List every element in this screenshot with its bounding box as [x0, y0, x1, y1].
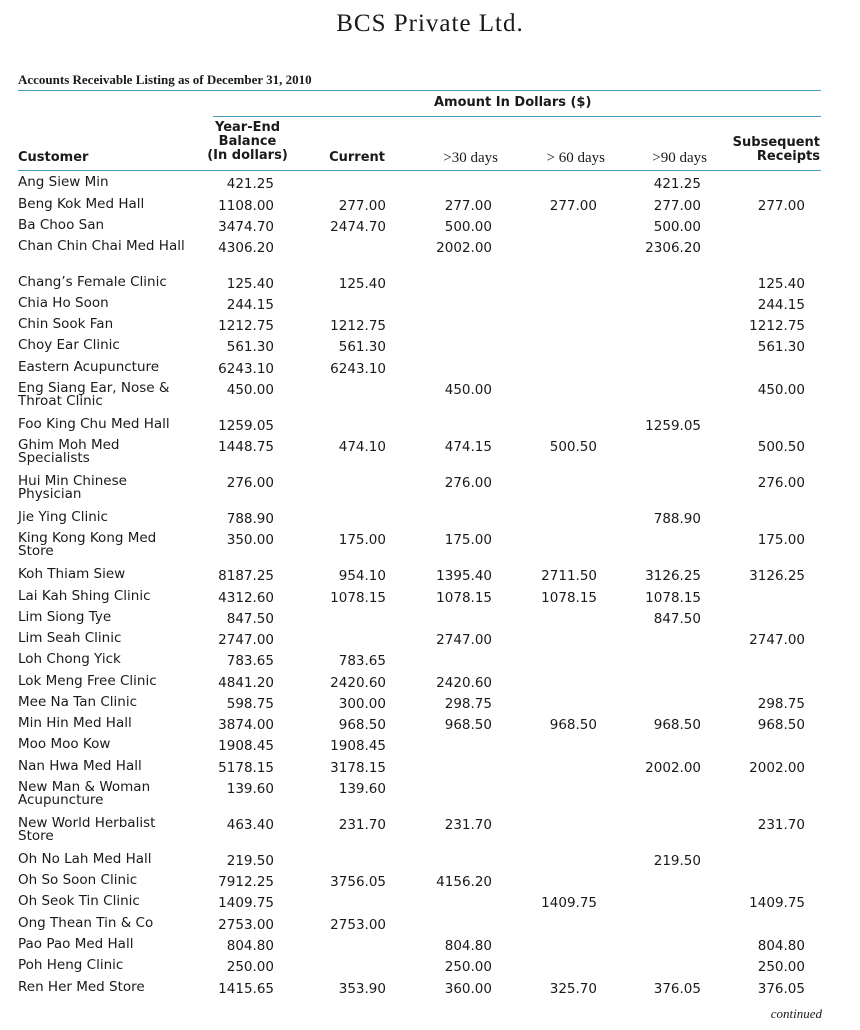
- table-row: [0, 850, 860, 871]
- amount-balance: 276.00: [226, 475, 274, 491]
- amount-d90: 968.50: [653, 717, 701, 733]
- amount-balance: 5178.15: [218, 760, 274, 776]
- table-row: [0, 650, 860, 672]
- amount-receipts: 376.05: [757, 981, 805, 997]
- amount-d30: 2747.00: [436, 632, 492, 648]
- amount-balance: 561.30: [226, 339, 274, 355]
- amount-header: Amount In Dollars ($): [434, 95, 592, 110]
- table-row: [0, 415, 860, 436]
- amount-balance: 4312.60: [218, 590, 274, 606]
- table-row: [0, 315, 860, 336]
- report-subtitle: Accounts Receivable Listing as of December 31, 2010: [18, 72, 312, 87]
- amount-receipts: 450.00: [757, 382, 805, 398]
- customer-name: Beng Kok Med Hall: [18, 196, 145, 212]
- amount-receipts: 968.50: [757, 717, 805, 733]
- amount-balance: 450.00: [226, 382, 274, 398]
- amount-balance: 219.50: [226, 853, 274, 869]
- amount-d90: 421.25: [653, 176, 701, 192]
- balance-header-line: (In dollars): [207, 148, 288, 163]
- amount-receipts: 276.00: [757, 475, 805, 491]
- amount-balance: 1108.00: [218, 198, 274, 214]
- table-row: [0, 508, 860, 529]
- amount-d60: 325.70: [549, 981, 597, 997]
- customer-name: Lok Meng Free Clinic: [18, 673, 157, 689]
- amount-balance: 350.00: [226, 532, 274, 548]
- amount-d60: 500.50: [549, 439, 597, 455]
- table-row: [0, 216, 860, 237]
- amount-current: 2753.00: [330, 917, 386, 933]
- table-row: [0, 757, 860, 778]
- amount-d30: 450.00: [444, 382, 492, 398]
- customer-name: New Man & Woman Acupuncture: [18, 779, 151, 808]
- amount-d30: 277.00: [444, 198, 492, 214]
- amount-balance: 783.65: [226, 653, 274, 669]
- table-row: [0, 914, 860, 935]
- amount-receipts: 125.40: [757, 276, 805, 292]
- table-row: [0, 273, 860, 294]
- customer-name: Choy Ear Clinic: [18, 337, 120, 353]
- top-divider: [18, 90, 821, 91]
- amount-balance: 1415.65: [218, 981, 274, 997]
- column-header-current: Current: [329, 150, 385, 165]
- amount-balance: 250.00: [226, 959, 274, 975]
- customer-name: Mee Na Tan Clinic: [18, 694, 138, 710]
- amount-current: 6243.10: [330, 361, 386, 377]
- amount-receipts: 244.15: [757, 297, 805, 313]
- amount-d30: 175.00: [444, 532, 492, 548]
- amount-current: 125.40: [338, 276, 386, 292]
- amount-balance: 1448.75: [218, 439, 274, 455]
- amount-receipts: 804.80: [757, 938, 805, 954]
- column-header-90-days: >90 days: [652, 150, 707, 166]
- table-row: [0, 587, 860, 608]
- table-row: [0, 195, 860, 216]
- amount-balance: 463.40: [226, 817, 274, 833]
- amount-d90: 788.90: [653, 511, 701, 527]
- customer-name: Ong Thean Tin & Co: [18, 915, 154, 931]
- table-row: [0, 871, 860, 892]
- customer-name: Koh Thiam Siew: [18, 566, 126, 582]
- table-row: [0, 336, 860, 358]
- amount-d30: 474.15: [444, 439, 492, 455]
- amount-current: 3756.05: [330, 874, 386, 890]
- amount-d30: 276.00: [444, 475, 492, 491]
- amount-divider: [213, 116, 821, 117]
- amount-d30: 500.00: [444, 219, 492, 235]
- customer-name: Lim Siong Tye: [18, 609, 112, 625]
- amount-balance: 244.15: [226, 297, 274, 313]
- amount-current: 175.00: [338, 532, 386, 548]
- table-row: [0, 892, 860, 914]
- receivables-table: [0, 173, 860, 999]
- amount-current: 300.00: [338, 696, 386, 712]
- amount-d30: 4156.20: [436, 874, 492, 890]
- customer-name: Moo Moo Kow: [18, 736, 111, 752]
- table-row: [0, 608, 860, 629]
- amount-balance: 6243.10: [218, 361, 274, 377]
- amount-d60: 277.00: [549, 198, 597, 214]
- amount-d90: 219.50: [653, 853, 701, 869]
- amount-balance: 1908.45: [218, 738, 274, 754]
- amount-d90: 2002.00: [645, 760, 701, 776]
- table-row: [0, 379, 860, 415]
- amount-balance: 847.50: [226, 611, 274, 627]
- amount-receipts: 1409.75: [749, 895, 805, 911]
- amount-receipts: 298.75: [757, 696, 805, 712]
- continued-note: continued: [770, 1006, 822, 1021]
- amount-d60: 968.50: [549, 717, 597, 733]
- amount-current: 1212.75: [330, 318, 386, 334]
- column-header-30-days: >30 days: [443, 150, 498, 166]
- table-row: [0, 358, 860, 379]
- amount-receipts: 3126.25: [749, 568, 805, 584]
- amount-current: 968.50: [338, 717, 386, 733]
- customer-name: Chan Chin Chai Med Hall: [18, 238, 185, 254]
- amount-balance: 804.80: [226, 938, 274, 954]
- amount-balance: 1259.05: [218, 418, 274, 434]
- table-row: [0, 814, 860, 850]
- amount-current: 277.00: [338, 198, 386, 214]
- customer-name: Poh Heng Clinic: [18, 957, 124, 973]
- customer-name: Lim Seah Clinic: [18, 630, 122, 646]
- receipts-header-line: Subsequent: [732, 135, 820, 150]
- amount-balance: 125.40: [226, 276, 274, 292]
- amount-current: 474.10: [338, 439, 386, 455]
- table-row: [0, 956, 860, 978]
- customer-name: Foo King Chu Med Hall: [18, 416, 170, 432]
- amount-d90: 1259.05: [645, 418, 701, 434]
- amount-receipts: 277.00: [757, 198, 805, 214]
- customer-name: Eng Siang Ear, Nose & Throat Clinic: [18, 380, 170, 409]
- amount-current: 1078.15: [330, 590, 386, 606]
- amount-receipts: 250.00: [757, 959, 805, 975]
- amount-d90: 277.00: [653, 198, 701, 214]
- amount-current: 1908.45: [330, 738, 386, 754]
- column-header-customer: Customer: [18, 150, 89, 165]
- amount-d30: 2002.00: [436, 240, 492, 256]
- customer-name: New World Herbalist Store: [18, 815, 156, 844]
- amount-balance: 1409.75: [218, 895, 274, 911]
- amount-d60: 1078.15: [541, 590, 597, 606]
- amount-balance: 139.60: [226, 781, 274, 797]
- table-row: [0, 672, 860, 693]
- customer-name: Oh So Soon Clinic: [18, 872, 138, 888]
- amount-current: 2474.70: [330, 219, 386, 235]
- amount-d90: 376.05: [653, 981, 701, 997]
- table-row: [0, 565, 860, 587]
- amount-current: 954.10: [338, 568, 386, 584]
- amount-current: 353.90: [338, 981, 386, 997]
- amount-d30: 1395.40: [436, 568, 492, 584]
- amount-balance: 598.75: [226, 696, 274, 712]
- amount-balance: 4306.20: [218, 240, 274, 256]
- amount-receipts: 500.50: [757, 439, 805, 455]
- amount-d30: 231.70: [444, 817, 492, 833]
- customer-name: Pao Pao Med Hall: [18, 936, 134, 952]
- company-name: BCS Private Ltd.: [336, 10, 524, 37]
- customer-name: Hui Min Chinese Physician: [18, 473, 127, 502]
- customer-name: Chang’s Female Clinic: [18, 274, 167, 290]
- amount-balance: 788.90: [226, 511, 274, 527]
- amount-current: 561.30: [338, 339, 386, 355]
- customer-name: Loh Chong Yick: [18, 651, 121, 667]
- balance-header-line: Year-End: [214, 120, 281, 135]
- amount-d90: 500.00: [653, 219, 701, 235]
- table-row: [0, 778, 860, 814]
- column-header-60-days: > 60 days: [546, 150, 605, 166]
- table-row: [0, 173, 860, 195]
- amount-current: 2420.60: [330, 675, 386, 691]
- amount-balance: 421.25: [226, 176, 274, 192]
- column-header-receipts: [725, 136, 820, 164]
- amount-balance: 3474.70: [218, 219, 274, 235]
- amount-d90: 847.50: [653, 611, 701, 627]
- amount-current: 783.65: [338, 653, 386, 669]
- amount-balance: 4841.20: [218, 675, 274, 691]
- table-row: [0, 294, 860, 315]
- customer-name: Ren Her Med Store: [18, 979, 145, 995]
- amount-d30: 1078.15: [436, 590, 492, 606]
- amount-d90: 1078.15: [645, 590, 701, 606]
- amount-receipts: 231.70: [757, 817, 805, 833]
- amount-receipts: 2002.00: [749, 760, 805, 776]
- column-header-balance: [200, 121, 295, 163]
- amount-receipts: 561.30: [757, 339, 805, 355]
- amount-d30: 968.50: [444, 717, 492, 733]
- table-row: [0, 935, 860, 956]
- header-divider: [18, 170, 821, 171]
- amount-d60: 2711.50: [541, 568, 597, 584]
- amount-receipts: 2747.00: [749, 632, 805, 648]
- table-row: [0, 693, 860, 714]
- amount-d30: 298.75: [444, 696, 492, 712]
- amount-balance: 2747.00: [218, 632, 274, 648]
- amount-d60: 1409.75: [541, 895, 597, 911]
- customer-name: King Kong Kong Med Store: [18, 530, 157, 559]
- amount-d30: 804.80: [444, 938, 492, 954]
- customer-name: Ba Choo San: [18, 217, 105, 233]
- customer-name: Ang Siew Min: [18, 174, 109, 190]
- table-row: [0, 735, 860, 757]
- table-row: [0, 436, 860, 472]
- receipts-header-line: Receipts: [756, 149, 820, 164]
- customer-name: Nan Hwa Med Hall: [18, 758, 142, 774]
- table-row: [0, 629, 860, 650]
- amount-d30: 2420.60: [436, 675, 492, 691]
- amount-balance: 3874.00: [218, 717, 274, 733]
- table-row: [0, 529, 860, 565]
- customer-name: Oh Seok Tin Clinic: [18, 893, 140, 909]
- amount-d30: 360.00: [444, 981, 492, 997]
- amount-d90: 3126.25: [645, 568, 701, 584]
- balance-header-line: Balance: [218, 134, 277, 149]
- customer-name: Eastern Acupuncture: [18, 359, 160, 375]
- customer-name: Chin Sook Fan: [18, 316, 114, 332]
- table-row: [0, 472, 860, 508]
- customer-name: Jie Ying Clinic: [18, 509, 108, 525]
- amount-d90: 2306.20: [645, 240, 701, 256]
- amount-current: 139.60: [338, 781, 386, 797]
- amount-current: 231.70: [338, 817, 386, 833]
- customer-name: Oh No Lah Med Hall: [18, 851, 152, 867]
- amount-balance: 8187.25: [218, 568, 274, 584]
- amount-d30: 250.00: [444, 959, 492, 975]
- table-row: [0, 237, 860, 273]
- amount-receipts: 1212.75: [749, 318, 805, 334]
- amount-current: 3178.15: [330, 760, 386, 776]
- customer-name: Chia Ho Soon: [18, 295, 109, 311]
- customer-name: Lai Kah Shing Clinic: [18, 588, 151, 604]
- table-row: [0, 978, 860, 999]
- customer-name: Ghim Moh Med Specialists: [18, 437, 120, 466]
- customer-name: Min Hin Med Hall: [18, 715, 132, 731]
- amount-balance: 7912.25: [218, 874, 274, 890]
- table-row: [0, 714, 860, 735]
- amount-balance: 1212.75: [218, 318, 274, 334]
- amount-balance: 2753.00: [218, 917, 274, 933]
- amount-receipts: 175.00: [757, 532, 805, 548]
